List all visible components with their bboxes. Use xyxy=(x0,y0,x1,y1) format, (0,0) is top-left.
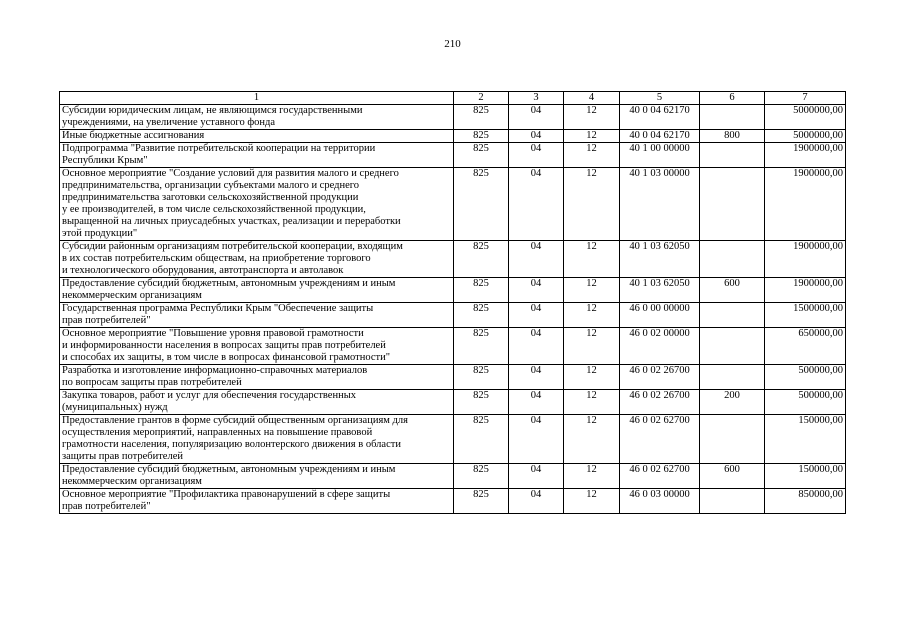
row-code-5: 46 0 02 00000 xyxy=(620,328,700,365)
column-header: 2 xyxy=(454,92,509,105)
row-code-6 xyxy=(700,415,765,464)
row-code-5: 46 0 03 00000 xyxy=(620,489,700,514)
row-code-6 xyxy=(700,489,765,514)
row-code-5: 40 0 04 62170 xyxy=(620,130,700,143)
row-code-2: 825 xyxy=(454,365,509,390)
row-amount: 1900000,00 xyxy=(765,241,846,278)
page-number: 210 xyxy=(444,38,461,50)
row-amount: 1900000,00 xyxy=(765,143,846,168)
table-row xyxy=(60,390,846,415)
row-name: Субсидии юридическим лицам, не являющимся государственными учреждениями, на увеличение уставного фонда xyxy=(60,105,454,130)
row-code-6 xyxy=(700,168,765,241)
row-code-4: 12 xyxy=(564,303,620,328)
row-amount: 5000000,00 xyxy=(765,105,846,130)
table-row xyxy=(60,464,846,489)
row-code-6: 600 xyxy=(700,464,765,489)
row-code-5: 40 1 03 00000 xyxy=(620,168,700,241)
row-code-5: 40 1 03 62050 xyxy=(620,278,700,303)
row-code-2: 825 xyxy=(454,303,509,328)
row-code-6 xyxy=(700,241,765,278)
row-name: Основное мероприятие "Повышение уровня правовой грамотности и информированности населения в вопросах защиты прав потребителей и способах их защиты, в том числе в вопросах финансовой грамотности" xyxy=(60,328,454,365)
row-code-6: 200 xyxy=(700,390,765,415)
row-code-4: 12 xyxy=(564,415,620,464)
table-row xyxy=(60,105,846,130)
table-row xyxy=(60,489,846,514)
row-code-5: 46 0 02 62700 xyxy=(620,415,700,464)
row-code-5: 46 0 02 26700 xyxy=(620,390,700,415)
row-code-4: 12 xyxy=(564,328,620,365)
row-code-3: 04 xyxy=(509,241,564,278)
table-row xyxy=(60,415,846,464)
row-amount: 1900000,00 xyxy=(765,278,846,303)
row-amount: 1900000,00 xyxy=(765,168,846,241)
column-header: 1 xyxy=(60,92,454,105)
row-code-3: 04 xyxy=(509,328,564,365)
table-row xyxy=(60,241,846,278)
row-amount: 850000,00 xyxy=(765,489,846,514)
row-code-4: 12 xyxy=(564,168,620,241)
row-code-5: 46 0 02 26700 xyxy=(620,365,700,390)
header-row xyxy=(60,92,846,105)
row-code-3: 04 xyxy=(509,168,564,241)
table-row xyxy=(60,365,846,390)
column-header: 5 xyxy=(620,92,700,105)
row-code-2: 825 xyxy=(454,278,509,303)
row-code-3: 04 xyxy=(509,303,564,328)
row-code-3: 04 xyxy=(509,489,564,514)
row-code-4: 12 xyxy=(564,365,620,390)
row-code-6: 600 xyxy=(700,278,765,303)
row-code-2: 825 xyxy=(454,143,509,168)
row-code-3: 04 xyxy=(509,278,564,303)
row-name: Предоставление субсидий бюджетным, автономным учреждениям и иным некоммерческим организациям xyxy=(60,278,454,303)
budget-table xyxy=(59,91,846,514)
column-header: 4 xyxy=(564,92,620,105)
row-code-5: 40 0 04 62170 xyxy=(620,105,700,130)
row-code-4: 12 xyxy=(564,130,620,143)
row-code-2: 825 xyxy=(454,464,509,489)
row-code-5: 46 0 02 62700 xyxy=(620,464,700,489)
row-code-4: 12 xyxy=(564,105,620,130)
row-code-4: 12 xyxy=(564,278,620,303)
row-code-6 xyxy=(700,328,765,365)
row-name: Субсидии районным организациям потребительской кооперации, входящим в их состав потребительским обществам, на приобретение торгового и технологического оборудования, автотранспорта и автолавок xyxy=(60,241,454,278)
row-name: Основное мероприятие "Создание условий для развития малого и среднего предпринимательства, организации субъектами малого и среднего предпринимательства заготовки сельскохозяйственной продукции у ее производителей, в том числе сельскохозяйственной продукции, выращенной на личных приусадебных участках, реализации и переработки этой продукции" xyxy=(60,168,454,241)
row-code-5: 46 0 00 00000 xyxy=(620,303,700,328)
table-row xyxy=(60,328,846,365)
row-name: Предоставление грантов в форме субсидий общественным организациям для осуществления мероприятий, направленных на повышение правовой грамотности населения, популяризацию волонтерского движения в области защиты прав потребителей xyxy=(60,415,454,464)
row-code-3: 04 xyxy=(509,105,564,130)
table-row xyxy=(60,130,846,143)
row-code-2: 825 xyxy=(454,390,509,415)
row-code-2: 825 xyxy=(454,241,509,278)
table-row xyxy=(60,168,846,241)
row-code-4: 12 xyxy=(564,489,620,514)
row-name: Предоставление субсидий бюджетным, автономным учреждениям и иным некоммерческим организациям xyxy=(60,464,454,489)
row-name: Иные бюджетные ассигнования xyxy=(60,130,454,143)
row-name: Разработка и изготовление информационно-справочных материалов по вопросам защиты прав потребителей xyxy=(60,365,454,390)
row-name: Государственная программа Республики Крым "Обеспечение защиты прав потребителей" xyxy=(60,303,454,328)
row-code-4: 12 xyxy=(564,390,620,415)
row-code-3: 04 xyxy=(509,143,564,168)
row-code-5: 40 1 03 62050 xyxy=(620,241,700,278)
row-code-3: 04 xyxy=(509,415,564,464)
table-row xyxy=(60,303,846,328)
row-code-3: 04 xyxy=(509,464,564,489)
row-code-6 xyxy=(700,143,765,168)
row-code-2: 825 xyxy=(454,168,509,241)
row-code-5: 40 1 00 00000 xyxy=(620,143,700,168)
row-code-2: 825 xyxy=(454,328,509,365)
row-code-2: 825 xyxy=(454,130,509,143)
row-code-4: 12 xyxy=(564,241,620,278)
row-code-4: 12 xyxy=(564,143,620,168)
row-code-2: 825 xyxy=(454,105,509,130)
row-code-6 xyxy=(700,365,765,390)
row-amount: 5000000,00 xyxy=(765,130,846,143)
row-code-6: 800 xyxy=(700,130,765,143)
row-amount: 150000,00 xyxy=(765,464,846,489)
column-header: 6 xyxy=(700,92,765,105)
row-name: Основное мероприятие "Профилактика правонарушений в сфере защиты прав потребителей" xyxy=(60,489,454,514)
row-code-2: 825 xyxy=(454,415,509,464)
row-code-6 xyxy=(700,105,765,130)
table-row xyxy=(60,278,846,303)
row-amount: 500000,00 xyxy=(765,390,846,415)
row-name: Подпрограмма "Развитие потребительской кооперации на территории Республики Крым" xyxy=(60,143,454,168)
row-amount: 150000,00 xyxy=(765,415,846,464)
row-amount: 1500000,00 xyxy=(765,303,846,328)
row-code-3: 04 xyxy=(509,365,564,390)
row-amount: 650000,00 xyxy=(765,328,846,365)
row-code-6 xyxy=(700,303,765,328)
row-code-4: 12 xyxy=(564,464,620,489)
row-name: Закупка товаров, работ и услуг для обеспечения государственных (муниципальных) нужд xyxy=(60,390,454,415)
row-code-3: 04 xyxy=(509,390,564,415)
column-header: 3 xyxy=(509,92,564,105)
row-code-3: 04 xyxy=(509,130,564,143)
table-row xyxy=(60,143,846,168)
row-amount: 500000,00 xyxy=(765,365,846,390)
row-code-2: 825 xyxy=(454,489,509,514)
column-header: 7 xyxy=(765,92,846,105)
